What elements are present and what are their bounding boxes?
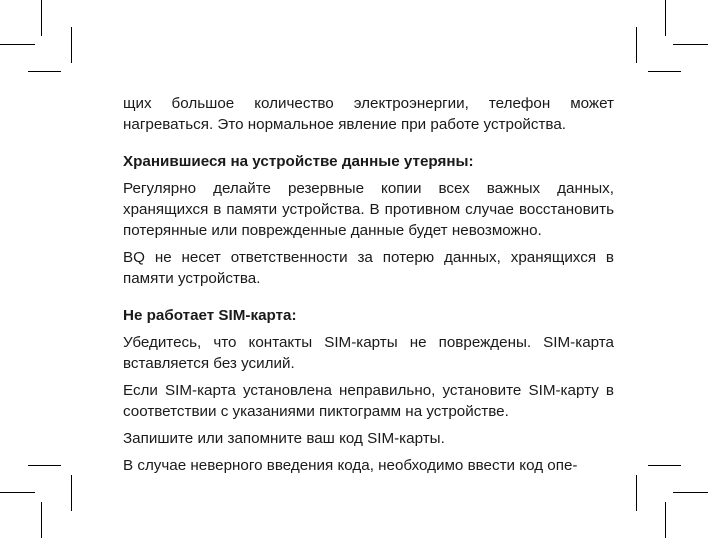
crop-mark: [0, 44, 35, 45]
crop-mark: [673, 44, 708, 45]
paragraph-sim-contacts: Убедитесь, что контакты SIM-карты не повреждены. SIM-карта вставляется без усилий.: [123, 334, 614, 372]
section-heading-sim: Не работает SIM-карта:: [123, 307, 297, 324]
crop-mark: [648, 71, 681, 72]
crop-mark: [71, 475, 72, 511]
crop-mark: [648, 465, 681, 466]
paragraph-sim-code: Запишите или запомните ваш код SIM-карты.: [123, 430, 445, 447]
page-content: [123, 93, 614, 476]
paragraph-liability: BQ не несет ответственности за потерю данных, хранящихся в памяти устройства.: [123, 249, 614, 287]
crop-mark: [636, 27, 637, 63]
crop-mark: [28, 71, 61, 72]
section-heading-data-lost: Хранившиеся на устройстве данные утеряны:: [123, 153, 474, 170]
paragraph-sim-install: Если SIM-карта установлена неправильно, установите SIM-карту в соответствии с указаниями пиктограмм на устройстве.: [123, 382, 614, 420]
paragraph-backup: Регулярно делайте резервные копии всех важных данных, хранящихся в памяти устройства. В противном случае восстановить потерянные или поврежденные данные будет невозможно.: [123, 180, 614, 239]
crop-mark: [636, 475, 637, 511]
crop-mark: [41, 0, 42, 36]
crop-mark: [41, 502, 42, 538]
paragraph-wrong-code: В случае неверного введения кода, необходимо ввести код опе-: [123, 457, 578, 474]
crop-mark: [28, 465, 61, 466]
crop-mark: [673, 492, 708, 493]
crop-mark: [71, 27, 72, 63]
crop-mark: [665, 502, 666, 538]
crop-mark: [0, 492, 35, 493]
crop-mark: [665, 0, 666, 36]
intro-paragraph: щих большое количество электроэнергии, телефон может нагреваться. Это нормальное явление при работе устройства.: [123, 95, 614, 133]
